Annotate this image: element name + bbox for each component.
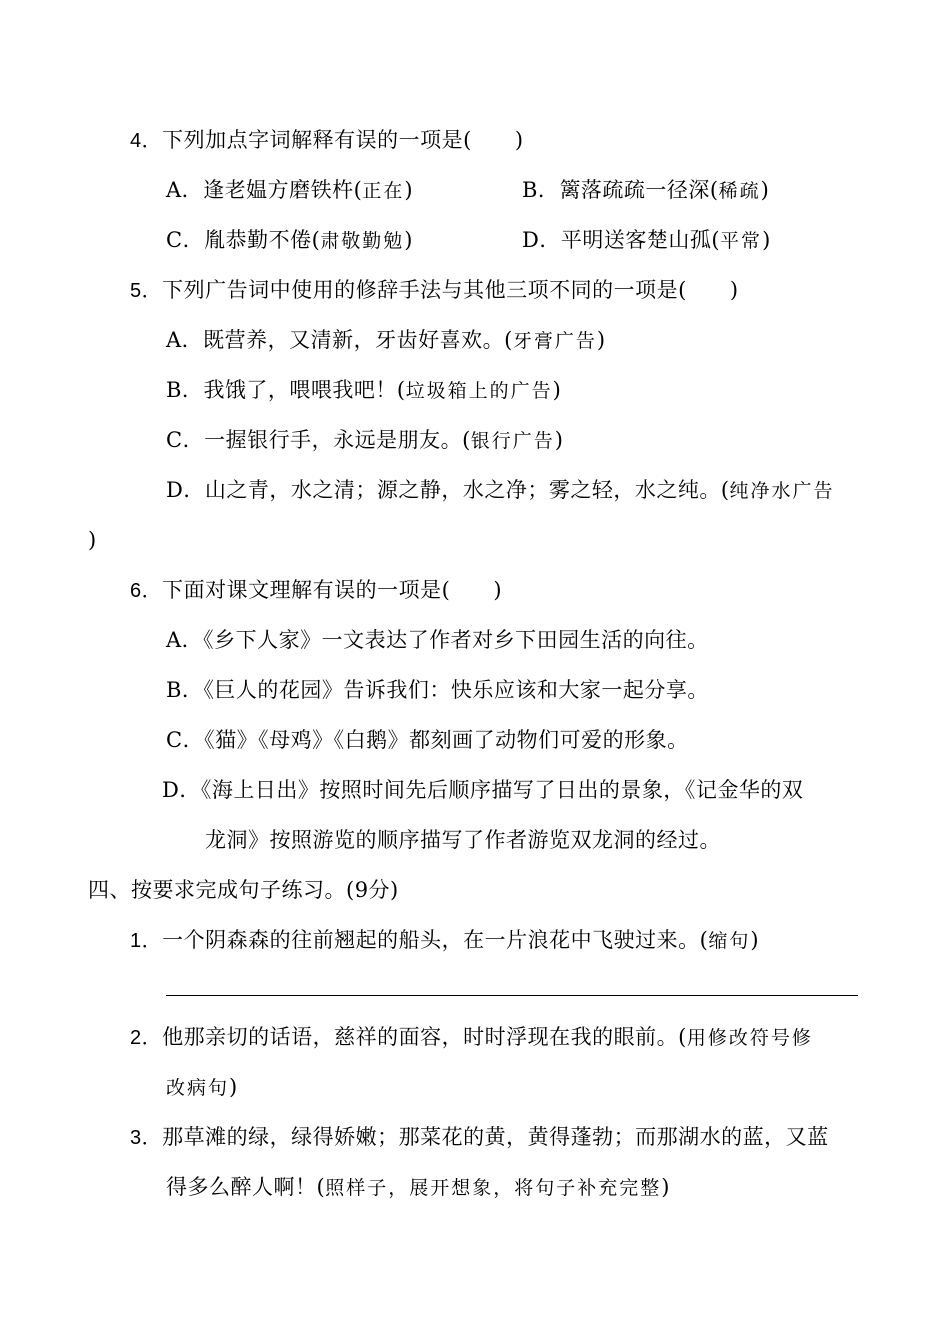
question-5-stem bbox=[130, 276, 739, 305]
option-label: D． bbox=[166, 478, 205, 502]
option-text: 《海上日出》按照时间先后顺序描写了日出的景象，《记金华的双 bbox=[200, 778, 804, 802]
question-6-option-a bbox=[166, 626, 709, 654]
option-label: B． bbox=[166, 678, 204, 702]
option-text: 《乡下人家》一文表达了作者对乡下田园生活的向往。 bbox=[203, 628, 709, 652]
option-text-continued: 龙洞》按照游览的顺序描写了作者游览双龙洞的经过。 bbox=[205, 828, 721, 852]
question-6-option-d bbox=[162, 776, 803, 804]
item-number: 3． bbox=[130, 1127, 163, 1149]
item-close: ) bbox=[750, 928, 760, 952]
option-text: 逢老媪方磨铁杵( bbox=[203, 178, 363, 202]
question-text: 下列广告词中使用的修辞手法与其他三项不同的一项是( ) bbox=[162, 278, 739, 302]
option-close: ) bbox=[762, 228, 771, 252]
section-4-item-2 bbox=[130, 1023, 813, 1052]
option-note: 纯净水广告 bbox=[729, 480, 835, 502]
question-number: 6． bbox=[130, 580, 163, 602]
section-4-item-2-continued bbox=[166, 1073, 238, 1102]
question-5-option-d bbox=[166, 476, 835, 505]
option-text: 《猫》《母鸡》《白鹅》都刻画了动物们可爱的形象。 bbox=[204, 728, 689, 752]
section-4-title: 四、按要求完成句子练习。(9分) bbox=[88, 878, 399, 902]
option-note: 稀疏 bbox=[718, 180, 761, 202]
option-close: ) bbox=[596, 328, 606, 352]
option-text: 我饿了，喂喂我吧！( bbox=[203, 378, 406, 402]
item-note: 用修改符号修 bbox=[686, 1027, 813, 1049]
option-text: 胤恭勤不倦( bbox=[204, 228, 321, 252]
question-5-option-a bbox=[166, 326, 606, 355]
option-label: B． bbox=[166, 378, 204, 402]
option-text: 山之青，水之清；源之静，水之净；雾之轻，水之纯。( bbox=[204, 478, 730, 502]
question-4-stem bbox=[130, 126, 524, 155]
item-text: 他那亲切的话语，慈祥的面容，时时浮现在我的眼前。( bbox=[162, 1025, 687, 1049]
option-close: ) bbox=[760, 178, 770, 202]
question-6-stem bbox=[130, 576, 502, 605]
item-text: 一个阴森森的往前翘起的船头，在一片浪花中飞驶过来。( bbox=[162, 928, 709, 952]
question-number: 5． bbox=[130, 280, 163, 302]
question-4-option-b bbox=[522, 176, 769, 205]
option-label: C． bbox=[166, 428, 205, 452]
answer-line[interactable] bbox=[166, 995, 858, 996]
question-5-option-c bbox=[166, 426, 564, 455]
question-5-option-b bbox=[166, 376, 561, 405]
item-note-continued: 改病句 bbox=[166, 1077, 230, 1099]
option-label: C． bbox=[166, 228, 205, 252]
section-4-item-3 bbox=[130, 1123, 829, 1152]
option-label: A． bbox=[166, 628, 204, 652]
item-close: ) bbox=[661, 1175, 670, 1199]
section-4-item-3-continued bbox=[166, 1173, 670, 1202]
question-6-option-d-continued bbox=[205, 826, 721, 854]
question-6-option-b bbox=[166, 676, 709, 704]
option-close: ) bbox=[88, 528, 97, 552]
item-note: 缩句 bbox=[708, 930, 751, 952]
option-text: 平明送客楚山孤( bbox=[560, 228, 721, 252]
option-note: 垃圾箱上的广告 bbox=[405, 380, 553, 402]
question-text: 下列加点字词解释有误的一项是( ) bbox=[162, 128, 524, 152]
question-4-option-c bbox=[166, 226, 413, 255]
item-number: 1． bbox=[130, 930, 163, 952]
question-6-option-c bbox=[166, 726, 689, 754]
option-text: 篱落疏疏一径深( bbox=[559, 178, 719, 202]
option-note: 正在 bbox=[362, 180, 405, 202]
option-note: 肃敬勤勉 bbox=[320, 230, 405, 252]
item-note: 照样子，展开想象，将句子补充完整 bbox=[325, 1177, 662, 1199]
section-4-item-1 bbox=[130, 926, 759, 955]
option-close: ) bbox=[404, 178, 414, 202]
option-note: 平常 bbox=[720, 230, 763, 252]
item-number: 2． bbox=[130, 1027, 163, 1049]
option-label: B． bbox=[522, 178, 560, 202]
option-label: A． bbox=[166, 178, 204, 202]
option-label: C． bbox=[166, 728, 205, 752]
option-note: 银行广告 bbox=[470, 430, 555, 452]
question-4-option-a bbox=[166, 176, 413, 205]
question-5-option-d-close bbox=[88, 526, 97, 554]
question-4-option-d bbox=[522, 226, 771, 255]
option-close: ) bbox=[404, 228, 413, 252]
option-text: 既营养，又清新，牙齿好喜欢。( bbox=[203, 328, 513, 352]
option-text: 《巨人的花园》告诉我们：快乐应该和大家一起分享。 bbox=[203, 678, 709, 702]
item-text-continued: 得多么醉人啊！( bbox=[166, 1175, 326, 1199]
option-label: A． bbox=[166, 328, 204, 352]
option-label: D． bbox=[522, 228, 561, 252]
question-text: 下面对课文理解有误的一项是( ) bbox=[162, 578, 503, 602]
option-text: 一握银行手，永远是朋友。( bbox=[204, 428, 471, 452]
option-close: ) bbox=[554, 428, 564, 452]
item-text: 那草滩的绿，绿得娇嫩；那菜花的黄，黄得蓬勃；而那湖水的蓝，又蓝 bbox=[162, 1125, 829, 1149]
option-note: 牙膏广告 bbox=[512, 330, 597, 352]
option-close: ) bbox=[552, 378, 562, 402]
option-label: D． bbox=[162, 778, 201, 802]
item-close: ) bbox=[229, 1075, 238, 1099]
question-number: 4． bbox=[130, 130, 163, 152]
